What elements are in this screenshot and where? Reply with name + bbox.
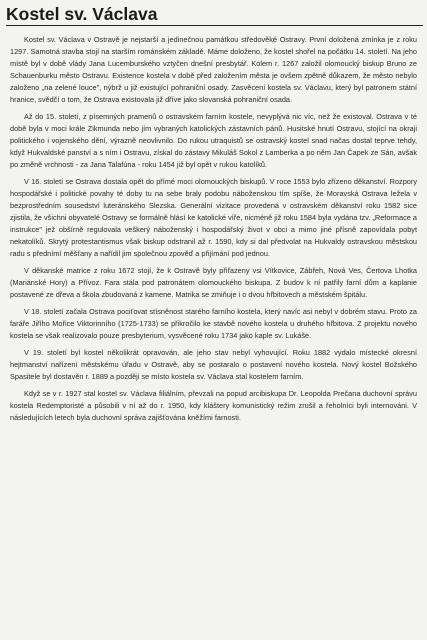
paragraph-origins: Kostel sv. Václava v Ostravě je nejstarší a jedinečnou památkou středověké Ostravy. První doložená zmínka je z roku 1297. Samotná stavba stojí na starším románském základě. Máme doloženo, že kostel shořel na počátku 14. století. Na jeho místě byl v době vlády Jana Lucemburského vztyčen dnešní presbytář. Kolem r. 1267 založil olomoucký biskup Bruno ze Schauenburku město Ostravu. Existence kostela v době před založením města je ovšem zpětně důkazem, že město nebylo založeno „na zelené louce", nýbrž u již existující pohraniční osady. Zasvěcení kostela sv. Václavu, který byl patronem státní hranice, svědčí o tom, že Ostrava existovala již dříve jako slovanská pohraniční osada. xyxy=(10,35,417,105)
page-title: Kostel sv. Václava xyxy=(6,2,423,26)
paragraph-19th-century: V 19. století byl kostel několikrát opravován, ale jeho stav nebyl vyhovující. Roku 1882 vydalo místecké okresní hejtmanství nařízení městskému úřadu v Ostravě, aby se postaralo o postavení nového kostela. Nový kostel Božského Spasitele byl dostavěn r. 1889 a později se místo kostela sv. Václava stal kostelem farním. xyxy=(10,348,417,382)
paragraph-deanery-register-1672: V děkanské matrice z roku 1672 stojí, že k Ostravě byly přiřazeny vsi Vítkovice, Zábřeh, Nová Ves, Čertova Lhotka (Mariánské Hory) a Přívoz. Fara stála pod patronátem olomouckého biskupa. Z budov k ní patřily farní dům a kaplanie postavené ze dřeva a škola zbudovaná z kamene. Matrika se zmiňuje i o dvou hřbitovech a městském špitálu. xyxy=(10,266,417,300)
paragraph-15th-century: Až do 15. století, z písemných pramenů o ostravském farním kostele, nevyplývá nic víc, než že existoval. Ostrava v té době byla v moci krále Zikmunda nebo jím vybraných katolických zástavních pánů. Husitské hnutí Ostravu, stojící na okraji politického i vojenského dění, výrazně neovlivnilo. Do rukou utraquistů se ostravský kostel snad načas dostal teprve tehdy, když Hukvaldské panství a s ním i Ostravu, získal do zástavy Mikuláš Sokol z Lamberka a po něm Jan Čapek ze Sán, avšak po změně vrchnosti - za Jana Talafúna - roku 1454 již byl opět v rukou katolíků. xyxy=(10,112,417,170)
paragraph-1927: Když se v r. 1927 stal kostel sv. Václava filiálním, převzali na popud arcibiskupa Dr. Leopolda Prečana duchovní správu kostela Redemptoristé a působili v ní až do r. 1950, kdy kláštery komunistický režim zrušil a řeholníci byli internováni. V následujících letech byla duchovní správa zajišťována kněžími farnosti. xyxy=(10,389,417,423)
paragraph-18th-century: V 18. století začala Ostrava pociťovat stísněnost starého farního kostela, který navíc asi nebyl v dobrém stavu. Proto za faráře Jiřího Mořice Viktorinního (1725-1733) se přikročilo ke stavbě nového kostela u druhého hřbitova. Z projektu nového kostela se však realizovalo pouze presbyterium, vysvěcené roku 1734 jako kaple sv. Lukáše. xyxy=(10,307,417,341)
paragraph-16th-century: V 16. století se Ostrava dostala opět do přímé moci olomouckých biskupů. V roce 1553 bylo zřízeno děkanství. Rozpory hospodářské i politické povahy té doby tu na sebe braly podobu náboženskou tím spíše, že Moravská Ostrava ležela v bezprostředním sousedství luteránského Slezska. Generální vizitace provedená v ostravském děkanství roku 1582 sice zjistila, že všichni obyvatelé Ostravy se formálně hlásí ke katolické víře, nicméně již roku 1584 byla vydána tzv. „Reformace a instrukce" jež obšírně regulovala veškerý náboženský i hospodářský život v obci a mimo jiné přísně zapovídala pobyt nekatolíků. Skrytý protestantismus však biskup odstranil až r. 1590, kdy si dal předvolat na Hukvaldy ostravskou městskou radu s přednímí měšťany a nařídil jim společnou zpověď a přijímání pod jednou. xyxy=(10,177,417,259)
